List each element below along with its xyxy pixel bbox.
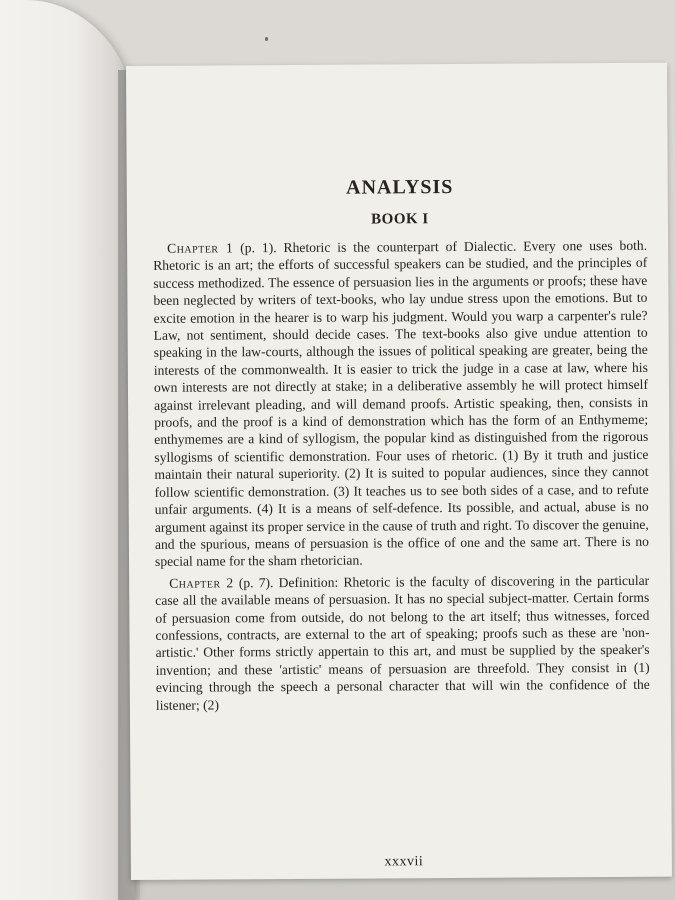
facing-page-curl <box>0 0 135 900</box>
dust-speck <box>265 37 268 41</box>
chapter-2-paragraph <box>155 572 650 714</box>
book-page <box>126 63 672 880</box>
page-number: xxxvii <box>384 854 424 870</box>
chapter-2-label: Chapter 2 <box>169 575 234 591</box>
chapter-2-text: (p. 7). Definition: Rhetoric is the faculty of discovering in the particular case all the available means of persuasion. It has no special subject-matter. Certain forms of persuasion come from outside, do not belong to the art itself; thus witnesses, forced confessions, contracts, are external to the art of speaking; proofs such as these are 'non-artistic.' Other forms strictly appertain to this art, and must be supplied by the speaker's invention; and these 'artistic' means of persuasion are threefold. They consist in (1) evincing through the speech a personal character that will win the confidence of the listener; (2) <box>155 572 650 713</box>
chapter-1-label: Chapter 1 <box>167 240 234 256</box>
book-subtitle: BOOK I <box>371 211 429 228</box>
page-title: ANALYSIS <box>346 176 454 199</box>
chapter-1-text: (p. 1). Rhetoric is the counterpart of Dialectic. Every one uses both. Rhetoric is an art; the efforts of successful speakers can be studied, and the principles of success methodized. The essence of persuasion lies in the arguments or proofs; these have been neglected by writers of text-books, who lay undue stress upon the emotions. But to excite emotion in the hearer is to warp his judgment. Would you warp a carpenter's rule? Law, not sentiment, should decide cases. The text-books also give undue attention to speaking in the law-courts, although the issues of political speaking are greater, being the interests of the commonwealth. It is easier to trick the judge in a case at law, where his own interests are not directly at stake; in a deliberative assembly he will protect himself against irrelevant pleading, and will demand proofs. Artistic speaking, then, consists in proofs, and the proof is a kind of demonstration which has the form of an Enthymeme; enthymemes are a kind of syllogism, the popular kind as distinguished from the rigorous syllogisms of scientific demonstration. Four uses of rhetoric. (1) By it truth and justice maintain their natural superiority. (2) It is suited to popular audiences, since they cannot follow scientific demonstration. (3) It teaches us to see both sides of a case, and to refute unfair arguments. (4) It is a means of self-defence. Its possible, and actual, abuse is no argument against its proper service in the cause of truth and right. To discover the genuine, and the spurious, means of persuasion is the office of one and the same art. There is no special name for the sham rhetorician. <box>153 237 649 570</box>
page-content <box>153 175 650 870</box>
chapter-1-paragraph <box>153 237 649 571</box>
